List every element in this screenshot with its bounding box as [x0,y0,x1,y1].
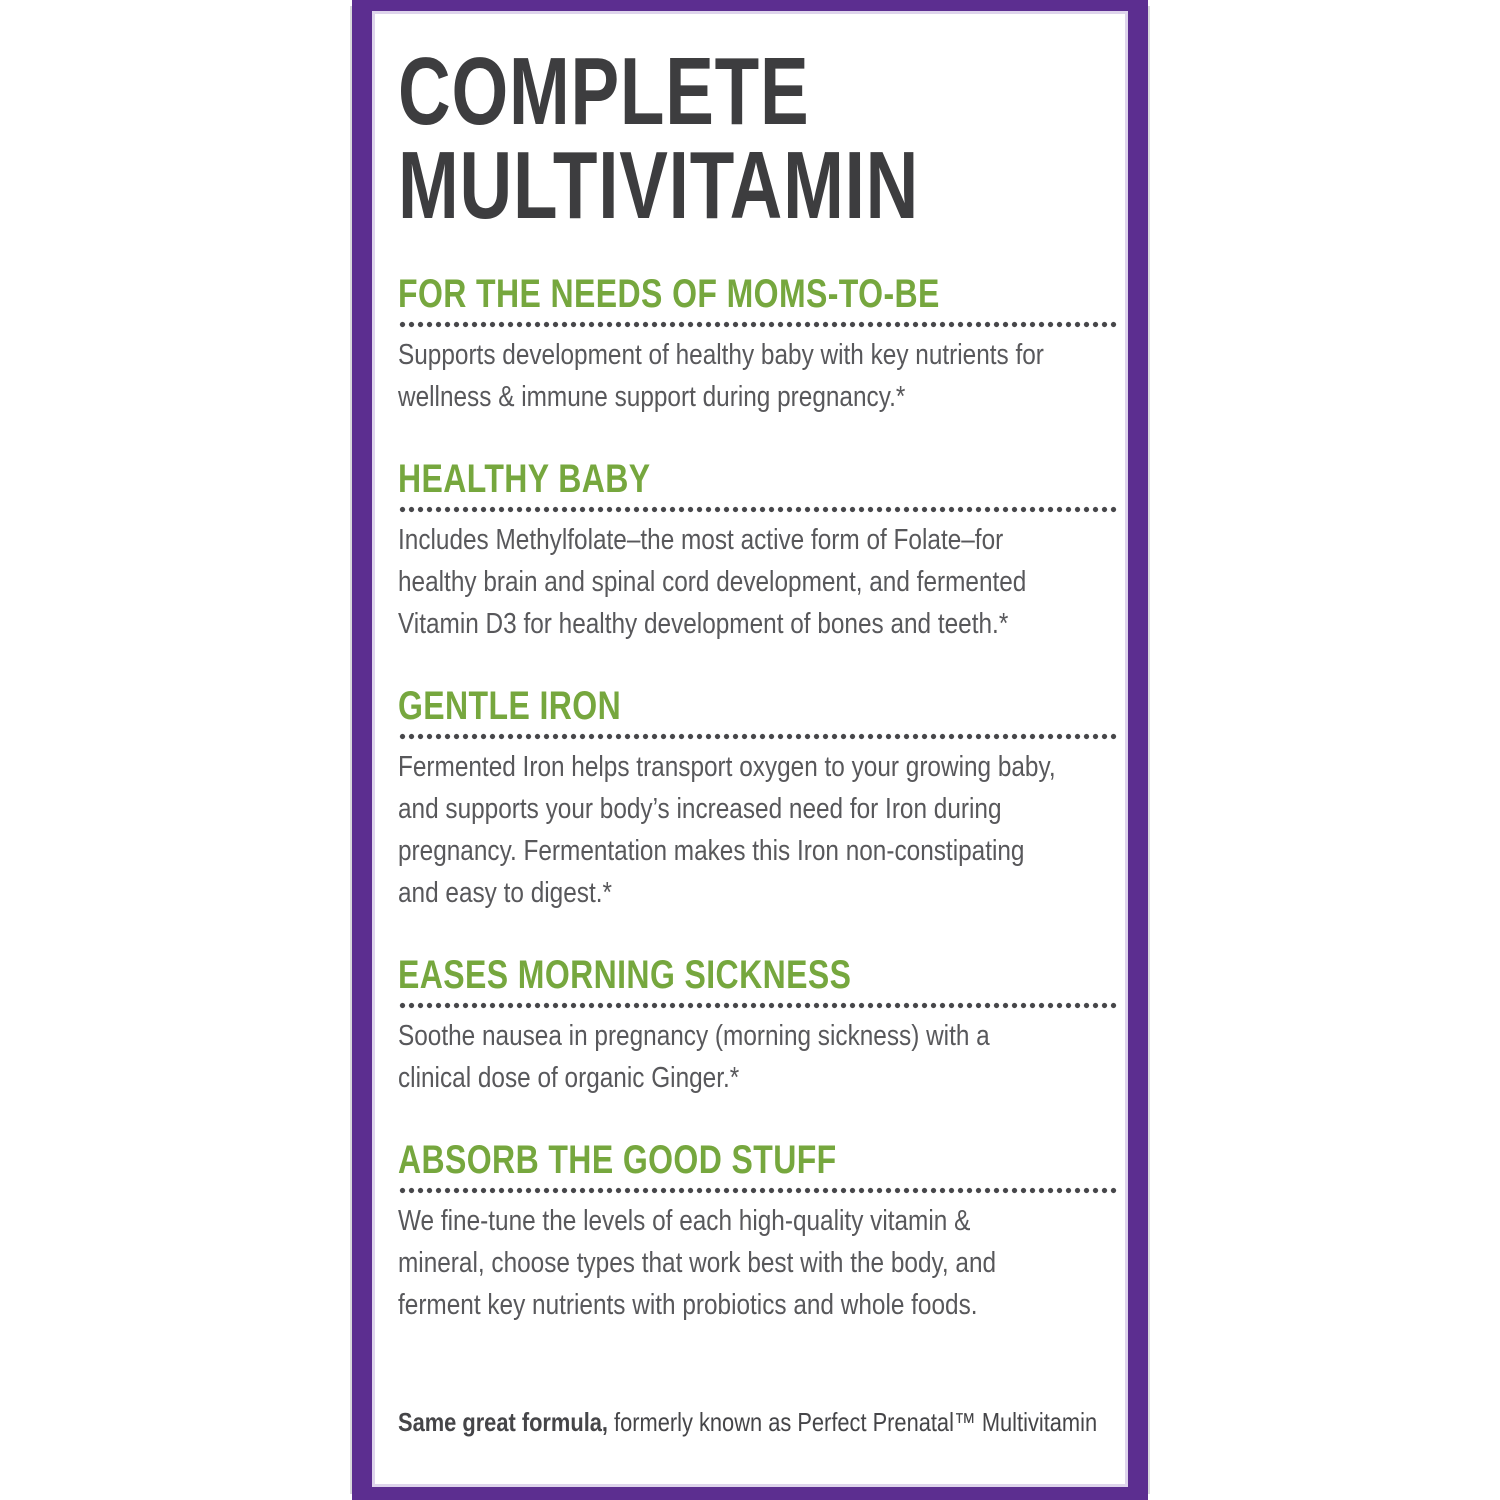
section-heading: ABSORB THE GOOD STUFF [398,1138,837,1182]
body-line: Includes Methylfolate–the most active form of Folate–for [398,524,1004,556]
body-line: We fine-tune the levels of each high-quality vitamin & [398,1205,971,1237]
body-line: clinical dose of organic Ginger.* [398,1062,740,1094]
body-line: and easy to digest.* [398,877,612,909]
body-line: Vitamin D3 for healthy development of bones and teeth.* [398,608,1009,640]
dotted-divider [398,1187,1118,1194]
section-heading: FOR THE NEEDS OF MOMS-TO-BE [398,272,940,316]
body-line: pregnancy. Fermentation makes this Iron non-constipating [398,835,1025,867]
body-line: healthy brain and spinal cord development, and fermented [398,566,1027,598]
body-line: mineral, choose types that work best with the body, and [398,1247,997,1279]
label-content [372,11,1128,1438]
product-title [398,38,1118,239]
footnote-regular: formerly known as Perfect Prenatal™ Multivitamin [607,1407,1098,1437]
section-moms-to-be [398,273,1118,418]
footnote [398,1406,1098,1438]
section-heading: HEALTHY BABY [398,457,651,501]
body-line: and supports your body’s increased need for Iron during [398,793,1002,825]
title-line-2: MULTIVITAMIN [398,132,920,239]
body-line: Supports development of healthy baby with key nutrients for [398,339,1044,371]
section-heading: GENTLE IRON [398,684,622,728]
dotted-divider [398,733,1118,740]
body-line: ferment key nutrients with probiotics and whole foods. [398,1289,978,1321]
title-line-1: COMPLETE [398,38,810,145]
body-line: Soothe nausea in pregnancy (morning sickness) with a [398,1020,990,1052]
footnote-bold: Same great formula, [398,1407,608,1437]
dotted-divider [398,506,1118,513]
dotted-divider [398,321,1118,328]
dotted-divider [398,1002,1118,1009]
label-panel [352,0,1148,1500]
body-line: wellness & immune support during pregnancy.* [398,381,906,413]
section-morning-sickness [398,954,1118,1099]
section-heading: EASES MORNING SICKNESS [398,953,852,997]
body-line: Fermented Iron helps transport oxygen to your growing baby, [398,751,1056,783]
section-gentle-iron [398,685,1118,914]
section-healthy-baby [398,458,1118,645]
section-absorb-good-stuff [398,1139,1118,1326]
